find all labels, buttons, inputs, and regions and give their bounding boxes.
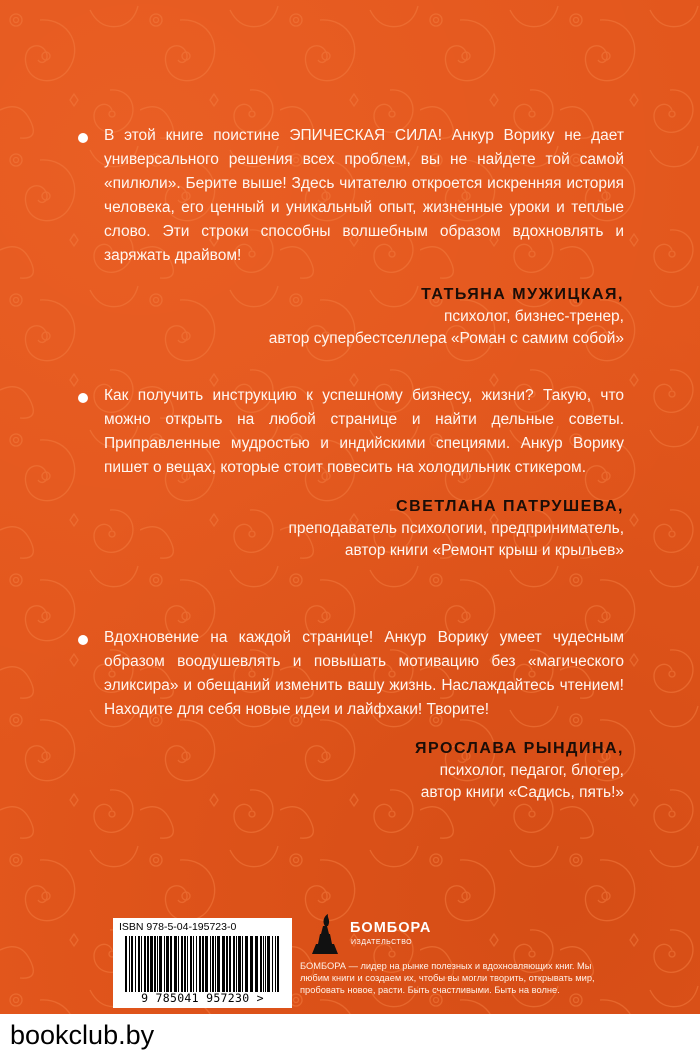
author-role: преподаватель психологии, предприниматель, [288,520,624,537]
barcode-bar [226,936,228,992]
barcode-bar [138,936,140,992]
barcode-bar [233,936,235,992]
bullet-icon [78,635,88,645]
review-author [78,284,624,350]
barcode-bar [202,936,204,992]
barcode-bar [242,936,243,992]
author-role: автор книги «Садись, пять!» [420,784,624,801]
barcode-bar [199,936,201,992]
review-3 [78,626,624,804]
author-role: автор книги «Ремонт крыш и крыльев» [344,542,624,559]
barcode-bar [147,936,149,992]
barcode-bar [141,936,142,992]
barcode-bar [205,936,208,992]
review-quote: Как получить инструкцию к успешному бизнесу, жизни? Такую, что можно открыть на любой странице и найти дельные советы. Приправленные мудростью и индийскими специями. Анкур Ворику пишет о вещах, которые стоит повесить на холодильник стикером. [104,387,624,476]
barcode-bar [255,936,258,992]
footer-bar [0,1014,700,1062]
barcode-bar [210,936,211,992]
barcode-bar [238,936,241,992]
barcode-bar [144,936,146,992]
barcode-bar [125,936,127,992]
review-2 [78,384,624,562]
bullet-icon [78,393,88,403]
barcode-bar [184,936,186,992]
barcode-bar [222,936,225,992]
author-role: психолог, педагог, блогер, [439,762,624,779]
barcode-number: 9 785041 957230 > [141,991,264,1005]
barcode-bar [150,936,153,992]
isbn-label: ISBN 978-5-04-195723-0 [119,921,237,933]
publisher-logo [304,912,454,956]
author-role: автор супербестселлера «Роман с самим собой» [268,330,624,347]
barcode-bar [212,936,214,992]
barcode-bar [170,936,172,992]
barcode-bar [196,936,197,992]
barcode-bar [159,936,162,992]
review-author [78,496,624,562]
barcode-bar [157,936,158,992]
barcode-bar [236,936,237,992]
barcode-bar [164,936,165,992]
barcode-icon [123,936,283,992]
barcode-bar [193,936,194,992]
barcode-bar [250,936,253,992]
author-name: СВЕТЛАНА ПАТРУШЕВА, [396,498,624,515]
bombora-logo-icon [304,912,346,956]
site-watermark: bookclub.by [10,1020,155,1050]
barcode-bar [245,936,248,992]
publisher-description: БОМБОРА — лидер на рынке полезных и вдохновляющих книг. Мы любим книги и создаем их, чтобы вы могли творить, открывать мир, пробовать новое, расти. Быть счастливыми. Быть на волне. [300,961,595,995]
barcode-bar [217,936,220,992]
author-name: ТАТЬЯНА МУЖИЦКАЯ, [421,286,624,303]
author-name: ЯРОСЛАВА РЫНДИНА, [415,740,624,757]
barcode-bar [174,936,177,992]
barcode-bar [265,936,266,992]
review-quote: Вдохновение на каждой странице! Анкур Ворику умеет чудесным образом воодушевлять и повышать мотивацию без «магического эликсира» и обещаний изменить вашу жизнь. Наслаждайтесь чтением! Находите для себя новые идеи и лайфхаки! Творите! [104,629,624,718]
barcode-bar [275,936,276,992]
review-author [78,738,624,804]
barcode-bar [263,936,264,992]
barcode-bar [215,936,216,992]
barcode-bar [131,936,133,992]
isbn-barcode [113,918,292,1008]
barcode-bar [260,936,262,992]
barcode-bar [178,936,179,992]
review-quote: В этой книге поистине ЭПИЧЕСКАЯ СИЛА! Анкур Ворику не дает универсального решения всех проблем, вы не найдете той самой «пилюли». Берите выше! Здесь читателю откроется искренняя история человека, его ценный и уникальный опыт, жизненные уроки и теплые слово. Эти строки способны волшебным образом вдохновлять и заряжать драйвом! [104,127,624,264]
barcode-bar [166,936,169,992]
barcode-bar [190,936,192,992]
publisher-subtitle: ИЗДАТЕЛЬСТВО [351,939,413,946]
barcode-bar [272,936,273,992]
barcode-bar [129,936,130,992]
barcode-bar [277,936,279,992]
review-1 [78,124,624,350]
publisher-name: БОМБОРА [350,920,432,936]
author-role: психолог, бизнес-тренер, [443,308,624,325]
barcode-bar [135,936,136,992]
bullet-icon [78,133,88,143]
barcode-bar [187,936,188,992]
barcode-bar [181,936,183,992]
barcode-bar [229,936,231,992]
barcode-bar [267,936,270,992]
barcode-bar [154,936,156,992]
